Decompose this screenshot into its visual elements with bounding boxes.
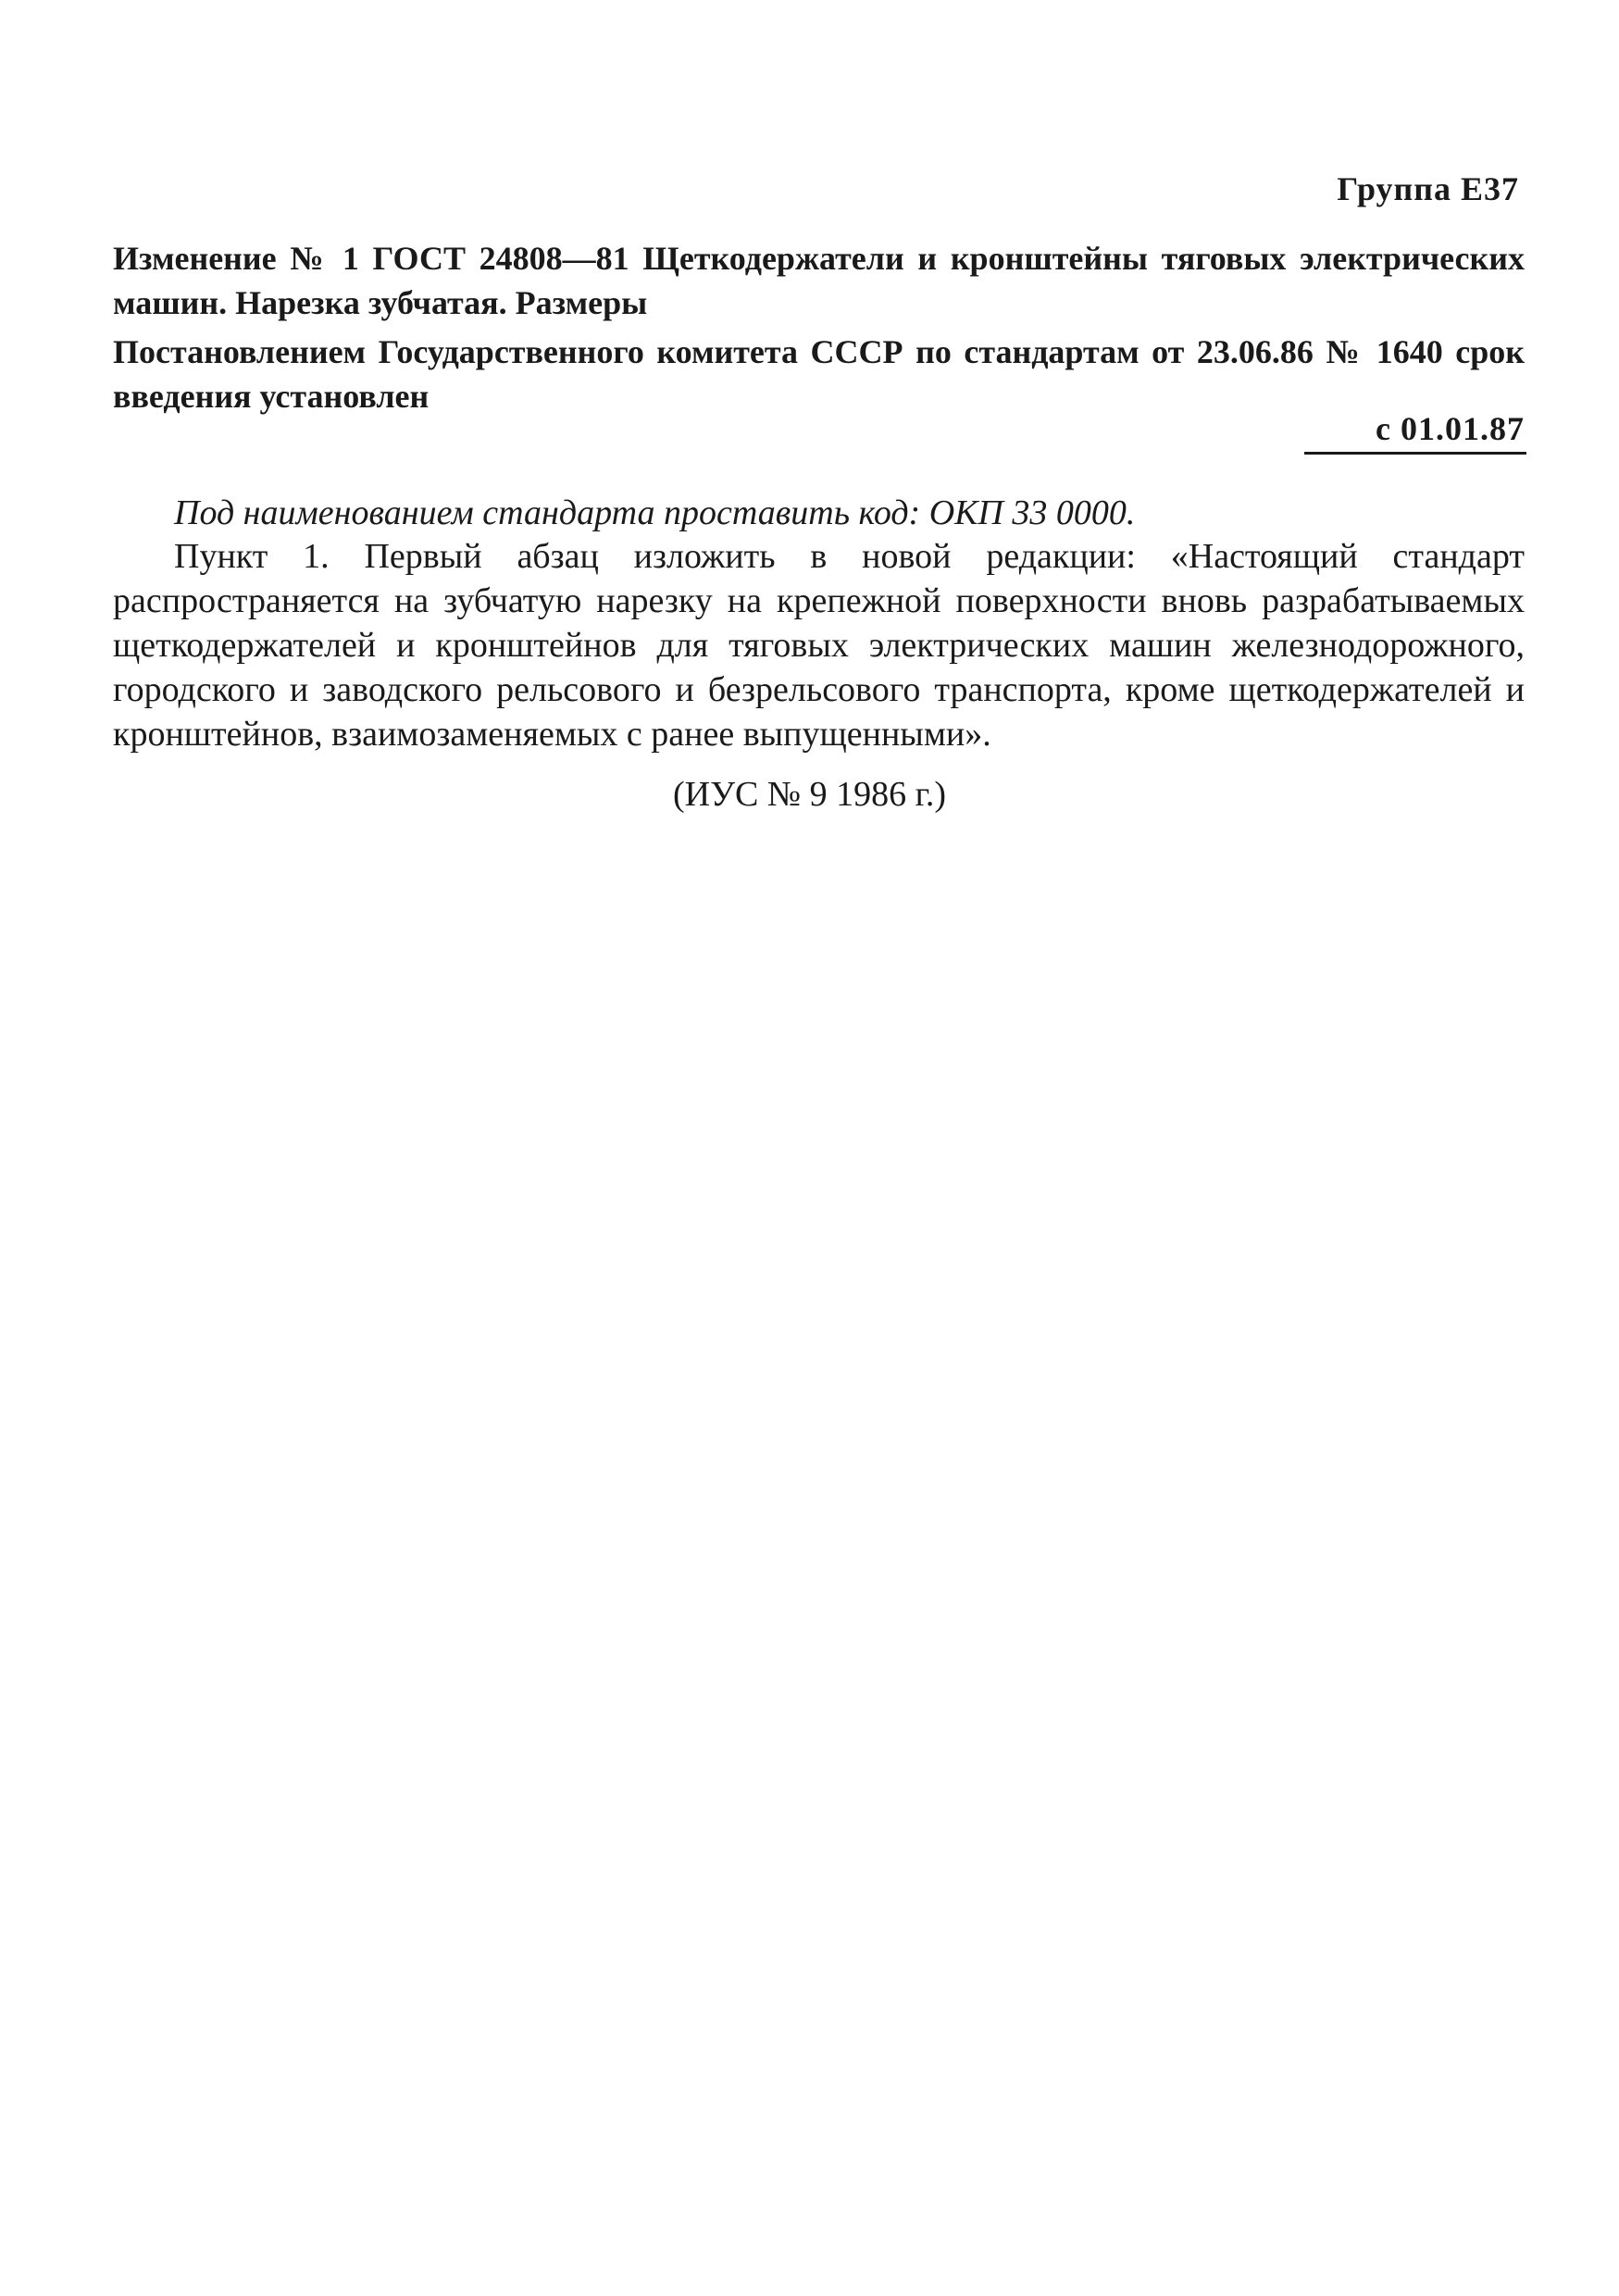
source-citation: (ИУС № 9 1986 г.) (672, 775, 947, 814)
effective-date-underline (1304, 452, 1526, 455)
effective-date: с 01.01.87 (1376, 410, 1525, 447)
okp-code-paragraph: Под наименованием стандарта проставить код: ОКП 33 0000. (174, 493, 1136, 532)
decree-text: Постановлением Государственного комитета СССР по стандартам от 23.06.86 № 1640 срок введения установлен (113, 333, 1525, 415)
group-code: Группа Е37 (1337, 170, 1519, 207)
amendment-title: Изменение № 1 ГОСТ 24808—81 Щеткодержатели и кронштейны тяговых электрических машин. Нарезка зубчатая. Размеры (113, 240, 1525, 321)
item-1-paragraph: Пункт 1. Первый абзац изложить в новой редакции: «Настоящий стандарт распространяется на зубчатую нарезку на крепежной поверхности вновь разрабатываемых щеткодержателей и кронштейнов для тяговых электрических машин железнодорожного, городского и заводского рельсового и безрельсового транспорта, кроме щеткодержателей и кронштейнов, взаимозаменяемых с ранее выпущенными». (113, 537, 1525, 754)
